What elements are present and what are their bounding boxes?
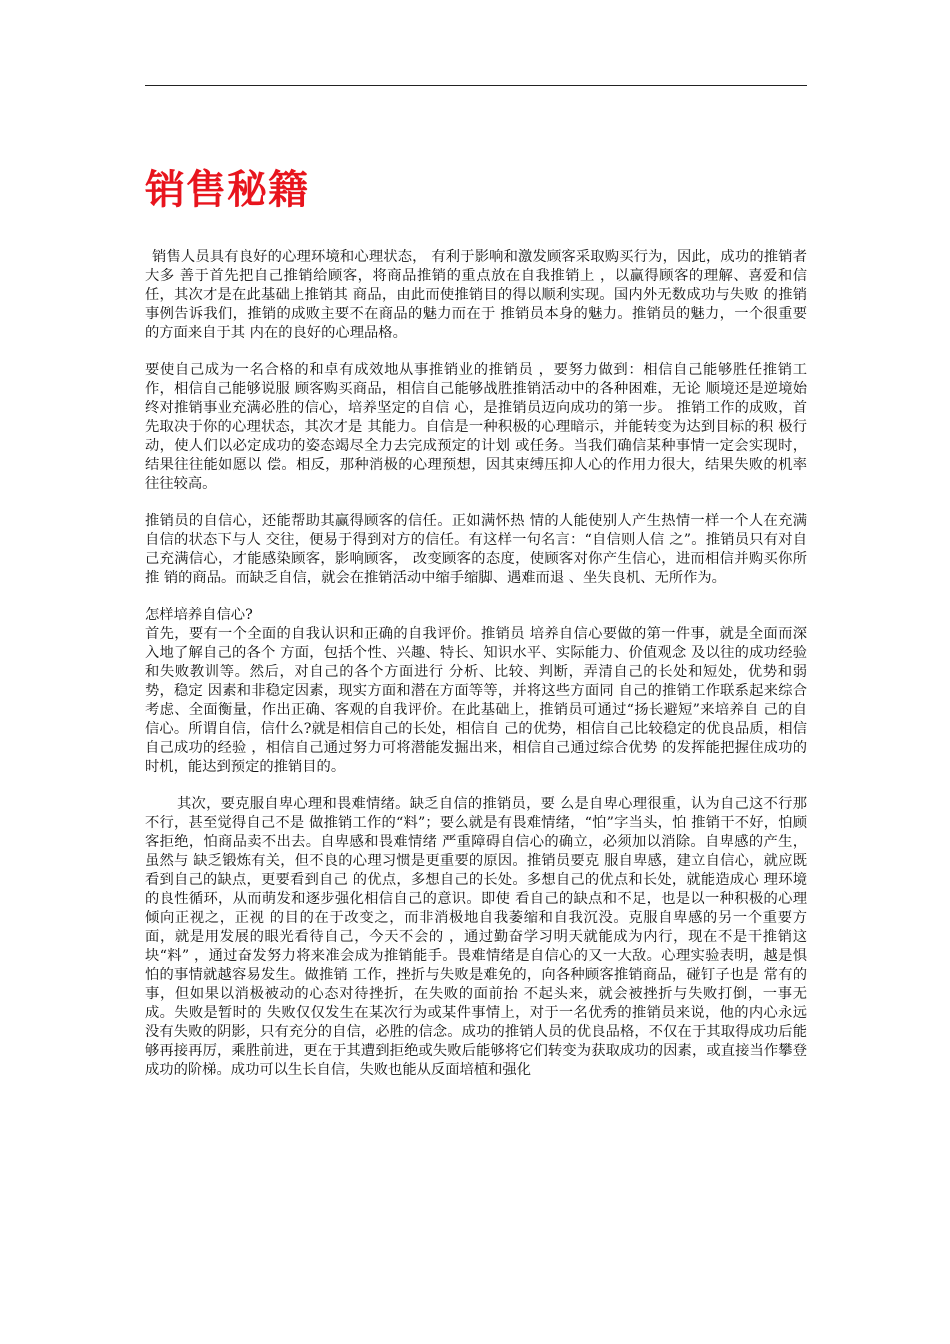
paragraph-5: 其次，要克服自卑心理和畏难情绪。缺乏自信的推销员，要 么是自卑心理很重，认为自己这不行那不行，甚至觉得自己不是 做推销工作的“料”；要么就是有畏难情绪，“怕”字当头，怕 推销干不好，怕顾客拒绝，怕商品卖不出去。自卑感和畏难情绪 严重障碍自信心的确立，必须加以消除。自卑感的产生，虽然与 缺乏锻炼有关，但不良的心理习惯是更重要的原因。推销员要克 服自卑感，建立自信心，就应既看到自己的缺点，更要看到自己 的优点，多想自己的长处。多想自己的优点和长处，就能造成心 理环境的良性循环，从而萌发和逐步强化相信自己的意识。即使 看自己的缺点和不足，也是以一种积极的心理倾向正视之，正视 的目的在于改变之，而非消极地自我萎缩和自我沉没。克服自卑感的另一个重要方面，就是用发展的眼光看待自己，今天不会的 ，通过勤奋学习明天就能成为内行，现在不是干推销这块“料” ，通过奋发努力将来准会成为推销能手。畏难情绪是自信心的又一大敌。心理实验表明，越是惧怕的事情就越容易发生。做推销 工作，挫折与失败是难免的，向各种顾客推销商品，碰钉子也是 常有的事，但如果以消极被动的心态对待挫折，在失败的面前抬 不起头来，就会被挫折与失败打倒，一事无成。失败是暂时的 失败仅仅发生在某次行为或某件事情上，对于一名优秀的推销员来说，他的内心永远没有失败的阴影，只有充分的自信，必胜的信念。成功的推销人员的优良品格，不仅在于其取得成功后能够再接再厉，乘胜前进，更在于其遭到拒绝或失败后能够将它们转变为获取成功的因素，或直接当作攀登成功的阶梯。成功可以生长自信，失败也能从反面培植和强化 <box>145 796 807 1078</box>
paragraph-4: 首先，要有一个全面的自我认识和正确的自我评价。推销员 培养自信心要做的第一件事，就是全面而深入地了解自己的各个 方面，包括个性、兴趣、特长、知识水平、实际能力、价值观念 及以往的成功经验和失败教训等。然后，对自己的各个方面进行 分析、比较、判断，弄清自己的长处和短处，优势和弱势，稳定 因素和非稳定因素，现实方面和潜在方面等等，并将这些方面同 自己的推销工作联系起来综合考虑、全面衡量，作出正确、客观的自我评价。在此基础上，推销员可通过“扬长避短”来培养自 己的自信心。所谓自信，信什么?就是相信自己的长处，相信自 己的优势，相信自己比较稳定的优良品质，相信自己成功的经验 ，相信自己通过努力可将潜能发掘出来，相信自己通过综合优势 的发挥能把握住成功的时机，能达到预定的推销目的。 <box>145 626 807 775</box>
paragraph-1: 销售人员具有良好的心理环境和心理状态， 有利于影响和激发顾客采取购买行为，因此，成功的推销者大多 善于首先把自己推销给顾客，将商品推销的重点放在自我推销上 ，以赢得顾客的理解、喜爱和信任，其次才是在此基础上推销其 商品，由此而使推销目的得以顺利实现。国内外无数成功与失败 的推销事例告诉我们，推销的成败主要不在商品的魅力而在于 推销员本身的魅力。推销员的魅力，一个很重要的方面来自于其 内在的良好的心理品格。 <box>145 249 807 341</box>
paragraph-2: 要使自己成为一名合格的和卓有成效地从事推销业的推销员 ，要努力做到：相信自己能够胜任推销工作，相信自己能够说服 顾客购买商品，相信自己能够战胜推销活动中的各种困难，无论 顺境还是逆境始终对推销事业充满必胜的信心，培养坚定的自信 心，是推销员迈向成功的第一步。 推销工作的成败，首先取决于你的心理状态，其次才是 其能力。自信是一种积极的心理暗示，并能转变为达到目标的积 极行动，使人们以必定成功的姿态竭尽全力去完成预定的计划 或任务。当我们确信某种事情一定会实现时，结果往往能如愿以 偿。相反，那种消极的心理预想，因其束缚压抑人心的作用力很大，结果失败的机率往往较高。 <box>145 362 807 492</box>
section-subheading: 怎样培养自信心? <box>145 607 253 623</box>
document-body <box>145 248 807 1080</box>
paragraph-3: 推销员的自信心，还能帮助其赢得顾客的信任。正如满怀热 情的人能使别人产生热情一样一个人在充满自信的状态下与人 交往，便易于得到对方的信任。有这样一句名言：“自信则人信 之”。推销员只有对自己充满信心，才能感染顾客，影响顾客， 改变顾客的态度，使顾客对你产生信心，进而相信并购买你所推 销的商品。而缺乏自信，就会在推销活动中缩手缩脚、遇难而退 、坐失良机、无所作为。 <box>145 513 807 586</box>
document-title: 销售秘籍 <box>145 167 309 213</box>
header-rule <box>145 85 807 86</box>
